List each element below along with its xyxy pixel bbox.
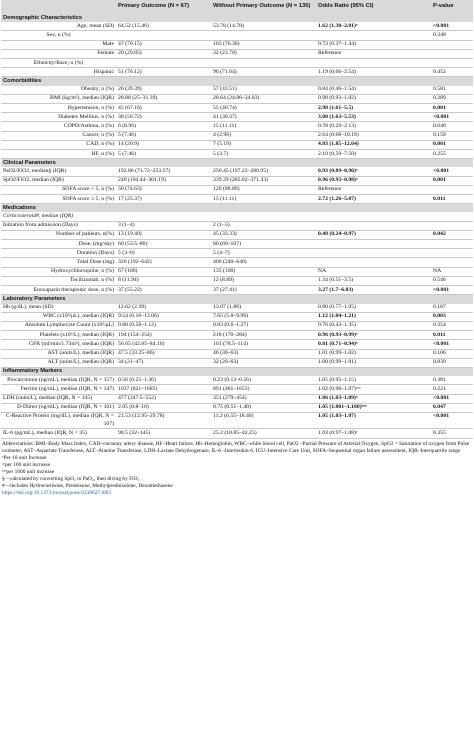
footnote-text: Abbreviations: BMI–Body Mass Index, CAD–coronary artery disease, HF–Heart failure, Hb–Hemoglobin, WBC–white blood cell, PaO2 –Partial Pressure of Arterial Oxygen, SpO2 = Saturation of oxygen from Pulse oximeter, AST–Aspartate Transferase, ALT–Alanine Transferase, LDH–Lactate Dehydrogenase, IL-6 –Interleukin-6, ICU–Intensive Care Unit, SOFA–Sequential organ failure assessment, IQR–Interquartile range [2,440,470,454]
table-row [1,22,473,31]
row-label: SOFA score < 5, n (%) [1,185,116,194]
row-label: WBC (x10³/μL), median (IQR) [1,312,116,321]
without-outcome-cell: 0.83 (0.6–1.27) [211,321,316,330]
row-label: Enoxaparin therapeutic dose, n (%) [1,286,116,295]
without-outcome-cell [211,59,316,68]
footnote: ᵃᵃper 100 unit increase [2,461,51,468]
p-value-cell [431,212,473,221]
without-outcome-cell: 32 (20–63) [211,358,316,367]
odds-ratio-cell [316,258,431,267]
p-value-cell: 0.381 [431,376,473,385]
row-label: SpO2/FiO2, median (IQR) [1,176,116,185]
p-value-cell: 0.001 [431,140,473,149]
p-value-cell: <0.001 [431,412,473,428]
p-value-cell: <0.001 [431,22,473,31]
header-cell: P-value [431,0,473,14]
odds-ratio-cell: 1.01 (0.99–1.02) [316,349,431,358]
row-label: Dose, (mg/day) [1,240,116,249]
table-row [1,331,473,340]
primary-outcome-cell: 8 (11.94) [116,276,211,285]
primary-outcome-cell: 12.62 (2.39) [116,304,211,313]
without-outcome-cell: 103 (76.30) [211,40,316,49]
odds-ratio-cell [316,240,431,249]
odds-ratio-cell: 1.05 (0.95–1.15) [316,376,431,385]
without-outcome-cell: 55 (40.74) [211,104,316,113]
odds-ratio-cell [316,212,431,221]
without-outcome-cell: 135 (100) [211,267,316,276]
primary-outcome-cell: 6 (8.96) [116,122,211,131]
p-value-cell: 0.546 [431,276,473,285]
table-row [1,267,473,276]
p-value-cell: 0.187 [431,304,473,313]
without-outcome-cell: 400 (240–640) [211,258,316,267]
footnote: §—calculated by converting SpO₂ to PaO₂, then diving by FiO₂ [2,476,140,483]
section-title: Comorbidities [1,77,473,86]
p-value-cell: 0.221 [431,385,473,394]
primary-outcome-cell: 240 (104.44–301.19) [116,176,211,185]
primary-outcome-cell: 60 (53.5–80) [116,240,211,249]
primary-outcome-cell: 28.88 (25–31.39) [116,94,211,103]
row-label: Procalcitonin (ng/mL), median (IQR, N = 157) [1,376,116,385]
odds-ratio-cell: 0.93 (0.89–0.96)ᵃ [316,167,431,176]
row-label: LDH (units/L), median (IQR, N = 145) [1,394,116,403]
odds-ratio-cell: 0.84 (0.46–1.54) [316,86,431,95]
row-label: Platelets (x10³/L), median (IQR) [1,331,116,340]
odds-ratio-cell: 1.19 (0.66–2.54) [316,68,431,77]
footnote: ᵃPer 10 unit Increase [2,454,47,461]
primary-outcome-cell: 37 (55.22) [116,286,211,295]
odds-ratio-cell: 0.98 (0.93–1.02) [316,94,431,103]
primary-outcome-cell: 9.54 (6.16–13.06) [116,312,211,321]
primary-outcome-cell: 192.86 (71.72–253.57) [116,167,211,176]
table-row [1,240,473,249]
without-outcome-cell: 891 (481–1653) [211,385,316,394]
table-header-row [1,0,473,14]
p-value-cell: 0.839 [431,358,473,367]
without-outcome-cell: 2 (1–5) [211,221,316,230]
without-outcome-cell: 28.64 (24.86–34.83) [211,94,316,103]
p-value-cell: 0.289 [431,94,473,103]
table-row [1,304,473,313]
p-value-cell: 0.011 [431,331,473,340]
odds-ratio-cell: NA [316,267,431,276]
row-label: HF, n (%) [1,150,116,159]
without-outcome-cell: 37 (27.41) [211,286,316,295]
without-outcome-cell: 0.23 (0.13–0.56) [211,376,316,385]
odds-ratio-cell: 0.90 (0.77–1.05) [316,304,431,313]
odds-ratio-cell: 1.05 (1.001–1.100)ᵃᵃᵃ [316,403,431,412]
primary-outcome-cell: 20 (29.85) [116,49,211,58]
table-row [1,429,473,438]
odds-ratio-cell: 0.73 (0.37–1.44) [316,40,431,49]
p-value-cell: 0.640 [431,122,473,131]
table-row [1,276,473,285]
table-row [1,230,473,239]
odds-ratio-cell [316,249,431,258]
odds-ratio-cell: 2.10 (0.59–7.50) [316,150,431,159]
p-value-cell [431,240,473,249]
row-label: COPD/Asthma, n (%) [1,122,116,131]
row-label: Ferritin (ng/mL), median (IQR, N = 147) [1,385,116,394]
without-outcome-cell: 256.45 (197.22–280.95) [211,167,316,176]
row-label: ALT (units/L), median (IQR) [1,358,116,367]
table-row [1,131,473,140]
primary-outcome-cell: 477 (347.5–552) [116,394,211,403]
row-label: PaO2/FiO2, median§ (IQR) [1,167,116,176]
table-row [1,249,473,258]
footnote: #—includes Hydrocortisone, Prednisone, Methylprednisolone, Dexamethasone [2,483,173,490]
table-row [1,321,473,330]
odds-ratio-cell: 1.03 (0.97–1.08)ᵃ [316,429,431,438]
row-label: Corticosteroid#, median (IQR) [1,212,116,221]
section-header-row [1,14,473,22]
without-outcome-cell: 53.78 (14.78) [211,22,316,31]
primary-outcome-cell: 194 (154–254) [116,331,211,340]
table-row [1,59,473,68]
section-title: Inflammatory Markers [1,367,473,376]
odds-ratio-cell: 4.83 (1.85–12.64) [316,140,431,149]
row-label: Duration (Days) [1,249,116,258]
p-value-cell [431,221,473,230]
table-row [1,49,473,58]
row-label: Hb (g/dL), mean (SD) [1,304,116,313]
p-value-cell: 0.355 [431,429,473,438]
row-label: Female [1,49,116,58]
row-label: Total Dose (mg) [1,258,116,267]
odds-ratio-cell: 3.00 (1.63–5.53) [316,113,431,122]
table-row [1,113,473,122]
without-outcome-cell [211,212,316,221]
p-value-cell: 0.001 [431,104,473,113]
p-value-cell: NA [431,267,473,276]
row-label: Hispanic [1,68,116,77]
without-outcome-cell: 57 (43.51) [211,86,316,95]
without-outcome-cell: 7 (5.19) [211,140,316,149]
primary-outcome-cell: 47 (70.15) [116,40,211,49]
without-outcome-cell: 46 (30–63) [211,349,316,358]
footnote: ᵃᵃᵃper 1000 unit increase [2,468,55,475]
p-value-cell: <0.001 [431,340,473,349]
odds-ratio-cell: 0.78 (0.29–2.13) [316,122,431,131]
without-outcome-cell: 5 (3.7) [211,150,316,159]
without-outcome-cell: 120 (88.89) [211,185,316,194]
odds-ratio-cell: 1.06 (1.03–1.09)ᵃ [316,394,431,403]
odds-ratio-cell: 1.02 (0.98–1.07)ᵃᵃᵃ [316,385,431,394]
primary-outcome-cell: 14 (20.9) [116,140,211,149]
primary-outcome-cell: 3 (1–4) [116,221,211,230]
section-title: Laboratory Parameters [1,295,473,304]
p-value-cell: 0.452 [431,68,473,77]
table-row [1,340,473,349]
odds-ratio-cell: 0.96 (0.93–0.98)ᵃ [316,176,431,185]
odds-ratio-cell: 0.48 (0.24–0.97) [316,230,431,239]
primary-outcome-cell: 26 (39.39) [116,86,211,95]
p-value-cell: 0.581 [431,86,473,95]
table-body [1,14,473,438]
p-value-cell: 0.255 [431,150,473,159]
primary-outcome-cell [116,59,211,68]
table-row [1,412,473,428]
primary-outcome-cell: 34 (21–47) [116,358,211,367]
without-outcome-cell: 12 (8.89) [211,276,316,285]
odds-ratio-cell: 0.96 (0.93–0.99)ᵃ [316,331,431,340]
table-row [1,358,473,367]
without-outcome-cell [211,31,316,40]
row-label: IL-6 (pg/mL), median (IQR, N = 35) [1,429,116,438]
table-row [1,258,473,267]
p-value-cell [431,49,473,58]
without-outcome-cell: 45 (33.33) [211,230,316,239]
primary-outcome-cell: 67 (100) [116,267,211,276]
without-outcome-cell: 5 (4–7) [211,249,316,258]
without-outcome-cell: 15 (11.11) [211,195,316,204]
p-value-cell: 0.348 [431,31,473,40]
primary-outcome-cell: 5 (7.46) [116,150,211,159]
row-label: Absolute Lymphocyte Count (x10³/μL) [1,321,116,330]
without-outcome-cell: 96 (71.64) [211,68,316,77]
odds-ratio-cell: 0.76 (0.43–1.35) [316,321,431,330]
table-row [1,40,473,49]
p-value-cell: <0.001 [431,167,473,176]
odds-ratio-cell: 0.81 (0.71–0.94)ᵃ [316,340,431,349]
table-row [1,140,473,149]
table-row [1,221,473,230]
table-row [1,376,473,385]
odds-ratio-cell: 2.98 (1.61–5.5) [316,104,431,113]
p-value-cell: 0.011 [431,195,473,204]
table-row [1,176,473,185]
primary-outcome-cell: 21.53 (12.95–29.78) [116,412,211,428]
section-title: Medications [1,204,473,213]
odds-ratio-cell: 1.00 (0.99–1.01) [316,358,431,367]
without-outcome-cell: 32 (23.70) [211,49,316,58]
row-label: GFR (ml/min/1.73m²), median (IQR) [1,340,116,349]
p-value-cell [431,59,473,68]
row-label: Hypertension, n (%) [1,104,116,113]
table-row [1,185,473,194]
p-value-cell: <0.001 [431,286,473,295]
table-row [1,212,473,221]
header-cell [1,0,116,14]
primary-outcome-cell: 5 (3–6) [116,249,211,258]
p-value-cell: 0.354 [431,321,473,330]
row-label: Hydroxychloroquine, n (%) [1,267,116,276]
primary-outcome-cell: 90.5 (32–145) [116,429,211,438]
row-label: Obesity, n (%) [1,86,116,95]
p-value-cell: 0.158 [431,131,473,140]
odds-ratio-cell: 2.72 (1.26–5.87) [316,195,431,204]
without-outcome-cell: 80 (60–107) [211,240,316,249]
table-row [1,403,473,412]
table-row [1,385,473,394]
p-value-cell: 0.042 [431,230,473,239]
table-row [1,286,473,295]
header-cell: Without Primary Outcome (N = 135) [211,0,316,14]
table-row [1,312,473,321]
odds-ratio-cell: Reference [316,49,431,58]
section-title: Clinical Parameters [1,159,473,168]
primary-outcome-cell: 13 (19.40) [116,230,211,239]
row-label: SOFA score ≥ 5, n (%) [1,195,116,204]
odds-ratio-cell: 2.64 (0.68–10.18) [316,131,431,140]
without-outcome-cell: 339.29 (265.82–371.43) [211,176,316,185]
row-label: Number of patients, n(%) [1,230,116,239]
without-outcome-cell: 15 (11.11) [211,122,316,131]
section-header-row [1,204,473,213]
without-outcome-cell: 13.07 (1.89) [211,304,316,313]
primary-outcome-cell: 320 (192–642) [116,258,211,267]
primary-outcome-cell: 50 (74.63) [116,185,211,194]
without-outcome-cell: 0.75 (0.51–1.40) [211,403,316,412]
p-value-cell [431,249,473,258]
row-label: AST (units/L), median (IQR) [1,349,116,358]
row-label: Tocilizumab, n (%) [1,276,116,285]
p-value-cell [431,258,473,267]
table-row [1,195,473,204]
without-outcome-cell: 101 (78.5–114) [211,340,316,349]
table-row [1,94,473,103]
footnote-abbreviations [2,441,472,455]
primary-outcome-cell: 64.52 (15.46) [116,22,211,31]
odds-ratio-cell: 1.62 (1.30–2.01)ᵃ [316,22,431,31]
primary-outcome-cell: 2.05 (0.8–10) [116,403,211,412]
primary-outcome-cell [116,212,211,221]
row-label: Ethnicity/Race, n (%) [1,59,116,68]
p-value-cell: 0.001 [431,176,473,185]
odds-ratio-cell [316,221,431,230]
section-title: Demographic Characteristics [1,14,473,22]
primary-outcome-cell: 0.56 (0.25–1.36) [116,376,211,385]
row-label: D-Dimer (ng/mL), median (IQR, N = 161) [1,403,116,412]
p-value-cell: 0.106 [431,349,473,358]
primary-outcome-cell: 5 (7.46) [116,131,211,140]
without-outcome-cell: 218 (170–284) [211,331,316,340]
section-header-row [1,295,473,304]
odds-ratio-cell: 3.27 (1.7–6.03) [316,286,431,295]
odds-ratio-cell: 1.34 (0.51–3.5) [316,276,431,285]
primary-outcome-cell: 0.80 (0.58–1.12) [116,321,211,330]
doi-link[interactable]: https://doi.org/10.1371/journal.pone.0238827.t002 [2,490,112,497]
table-row [1,31,473,40]
row-label: Initiation from admission (Days) [1,221,116,230]
table-row [1,68,473,77]
primary-outcome-cell: 56.65 (42.85–84.16) [116,340,211,349]
without-outcome-cell: 351 (279–454) [211,394,316,403]
primary-outcome-cell: 51 (76.12) [116,68,211,77]
odds-ratio-cell: 1.05 (1.03–1.07) [316,412,431,428]
p-value-cell: 0.047 [431,403,473,412]
table-row [1,167,473,176]
section-header-row [1,77,473,86]
p-value-cell: <0.001 [431,113,473,122]
row-label: Age, mean (SD) [1,22,116,31]
table-row [1,394,473,403]
p-value-cell: <0.001 [431,394,473,403]
header-cell: Odds Ratio (95% CI) [316,0,431,14]
table-row [1,150,473,159]
p-value-cell: 0.003 [431,312,473,321]
without-outcome-cell: 4 (2.96) [211,131,316,140]
primary-outcome-cell: 1037 (821–1685) [116,385,211,394]
without-outcome-cell: 11.2 (6.55–18.40) [211,412,316,428]
table-row [1,122,473,131]
primary-outcome-cell: 47.5 (33.25–86) [116,349,211,358]
odds-ratio-cell: Reference [316,185,431,194]
row-label: Sex, n (%) [1,31,116,40]
row-label: Cancer, n (%) [1,131,116,140]
outcomes-table [1,0,473,439]
without-outcome-cell: 41 (30.37) [211,113,316,122]
without-outcome-cell: 7.65 (5.8–9.96) [211,312,316,321]
row-label: BMI (kg/m²), median (IQR) [1,94,116,103]
primary-outcome-cell [116,31,211,40]
without-outcome-cell: 25.2 (18.85–42.25) [211,429,316,438]
primary-outcome-cell: 45 (67.16) [116,104,211,113]
odds-ratio-cell: 1.12 (1.04–1.21) [316,312,431,321]
odds-ratio-cell [316,31,431,40]
section-header-row [1,159,473,168]
table-footnotes [1,441,473,498]
row-label: CAD, n (%) [1,140,116,149]
p-value-cell [431,40,473,49]
primary-outcome-cell: 17 (25.37) [116,195,211,204]
table-row [1,86,473,95]
header-cell: Primary Outcome (N = 67) [116,0,211,14]
row-label: Male [1,40,116,49]
p-value-cell [431,185,473,194]
row-label: Diabetes Mellitus, n (%) [1,113,116,122]
section-header-row [1,367,473,376]
primary-outcome-cell: 38 (56.72) [116,113,211,122]
table-row [1,349,473,358]
row-label: C-Reactive Protein (mg/dL), median (IQR, N = 167) [1,412,116,428]
odds-ratio-cell [316,59,431,68]
table-row [1,104,473,113]
